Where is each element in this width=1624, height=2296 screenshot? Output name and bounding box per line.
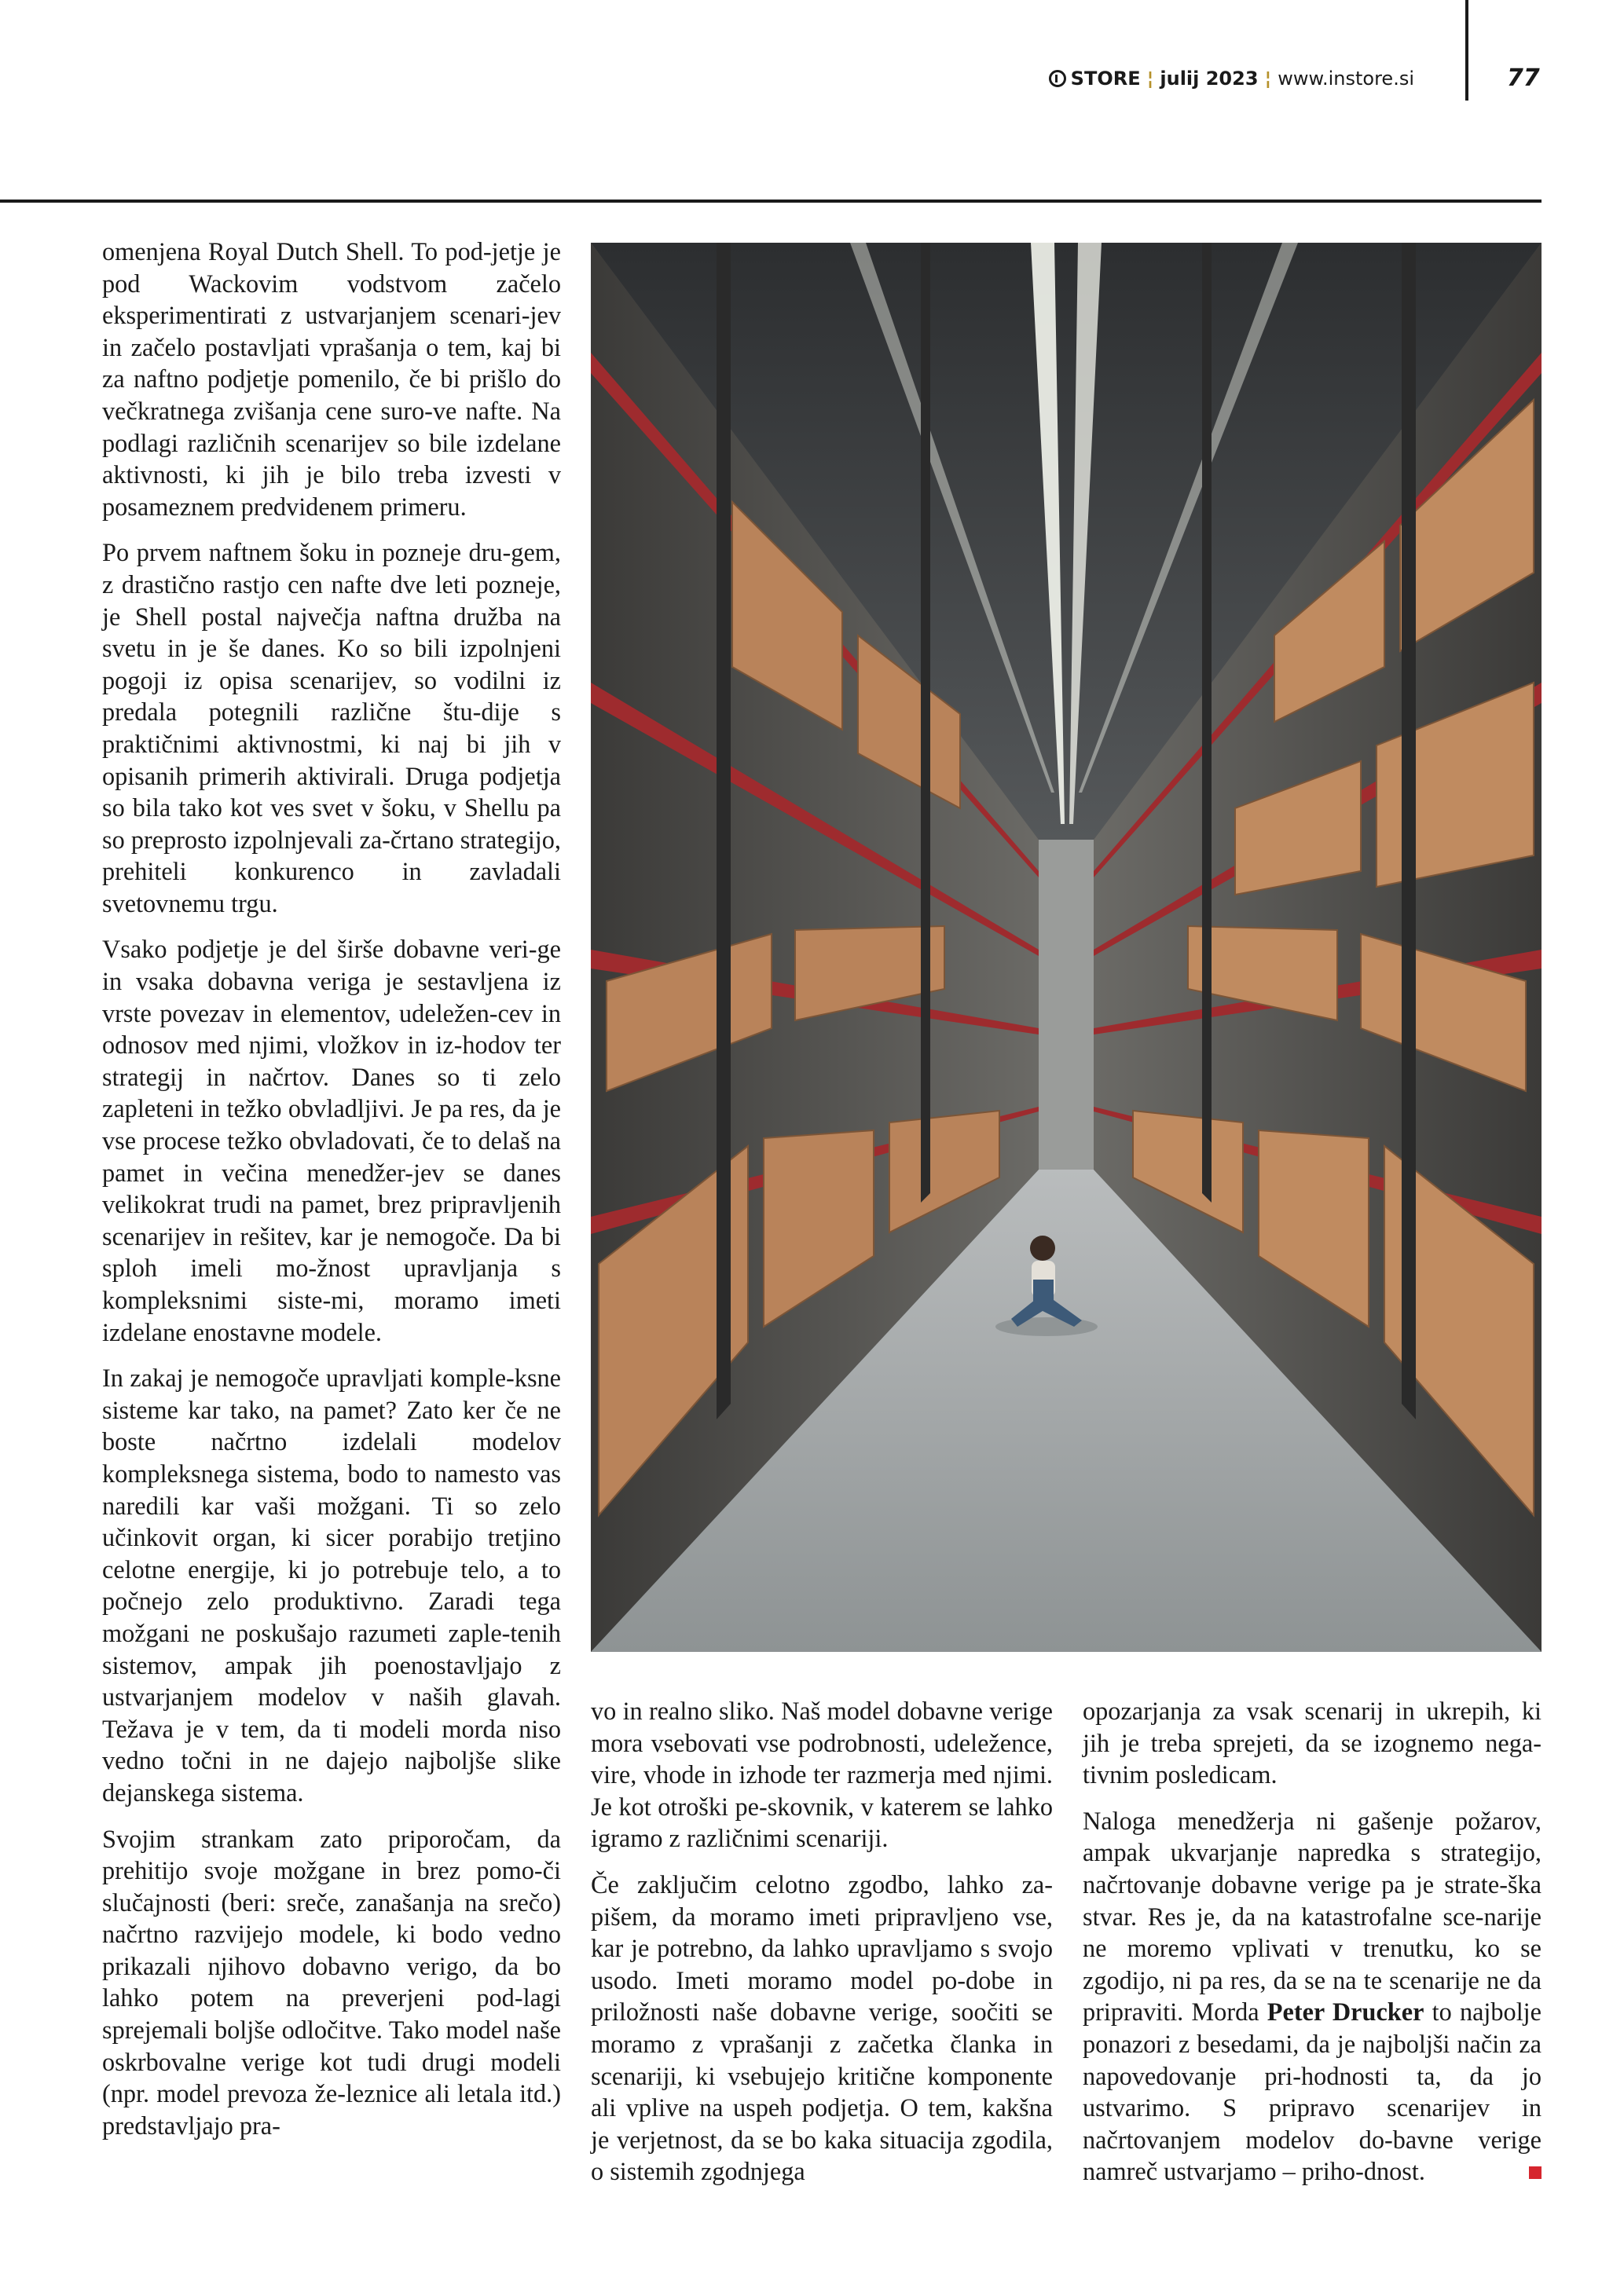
paragraph: Če zaključim celotno zgodbo, lahko za-pišem, da moramo imeti pripravljeno vse, kar je potrebno, da lahko upravljamo s svojo usodo. Imeti moramo model po-dobe in priložnosti naše dobavne verige, soočiti se moramo z vprašanji z začetka članka in scenariji, ki vsebujejo kritične komponente ali vplive na uspeh podjetja. O tem, kakšna je verjetnost, da se bo kaka situacija zgodila, o sistemih zgodnjega (591, 1869, 1053, 2186)
page-header (1021, 68, 1414, 99)
paragraph: Po prvem naftnem šoku in pozneje dru-gem, z drastično rastjo cen nafte dve leti pozneje, je Shell postal največja naftna družba na svetu in je še danes. Ko so bili izpolnjeni pogoji iz opisa scenarijev, so vodilni iz predala potegnili različne štu-dije s praktičnimi aktivnostmi, ki naj bi jih v opisanih primerih aktivirali. Druga podjetja so bila tako kot ves svet v šoku, v Shellu pa so preprosto izpolnjevali za-črtano strategijo, prehiteli konkurenco in zavladali svetovnemu trgu. (102, 538, 561, 917)
quoted-author-name: Peter Drucker (1267, 1998, 1424, 2027)
paragraph: Svojim strankam zato priporočam, da prehitijo svoje možgane in brez pomo-či slučajnosti (beri: sreče, zanašanja na srečo) načrtno razvijejo modele, ki bodo vedno prikazali njihovo dobavno verigo, da bo lahko potem na preverjeni pod-lagi sprejemali boljše odločitve. Tako model naše oskrbovalne verige kot tudi drugi modeli (npr. model prevoza že-leznice ali letala itd.) predstavljajo pra- (102, 1824, 561, 2140)
page-number: 77 (1507, 64, 1540, 92)
article-column-3 (1083, 1695, 1542, 2202)
paragraph: vo in realno sliko. Naš model dobavne verige mora vsebovati vse podrobnosti, udeležence, vire, vhode in izhode ter razmerja med njimi. Je kot otroški pe-skovnik, v katerem se lahko igramo z različnimi scenariji. (591, 1697, 1053, 1853)
header-horizontal-rule (0, 200, 1542, 203)
paragraph: opozarjanja za vsak scenarij in ukrepih, ki jih je treba sprejeti, da se izognemo nega-tivnim posledicam. (1083, 1697, 1542, 1789)
header-vertical-rule (1465, 0, 1468, 101)
paragraph: omenjena Royal Dutch Shell. To pod-jetje je pod Wackovim vodstvom začelo eksperimentirati z ustvarjanjem scenari-jev in začelo postavljati vprašanja o tem, kaj bi za naftno podjetje pomenilo, če bi prišlo do večkratnega zvišanja cene suro-ve nafte. Na podlagi različnih scenarijev so bile izdelane aktivnosti, ki jih je bilo treba izvesti v posameznem predvidenem primeru. (102, 237, 561, 521)
article-column-1 (102, 236, 561, 2155)
paragraph (1083, 1805, 1542, 2188)
header-separator: ¦ (1146, 68, 1154, 90)
instore-logo-icon (1049, 70, 1066, 87)
paragraph: In zakaj je nemogoče upravljati komple-ksne sisteme kar tako, na pamet? Zato ker če ne boste načrtno izdelali modelov kompleksnega sistema, bodo to namesto vas naredili kar vaši možgani. Ti so zelo učinkovit organ, ki sicer porabijo tretjino celotne energije, ki jo potrebuje telo, a to počnejo zelo produktivno. Zaradi tega možgani ne poskušajo razumeti zaple-tenih sistemov, ampak jih poenostavljajo z ustvarjanjem modelov v naših glavah. Težava je v tem, da ti modeli morda niso vedno točni in ne dajejo najboljše slike dejanskega sistema. (102, 1364, 561, 1807)
paragraph-text: to najbolje ponazori z besedami, da je najboljši način za napovedovanje pri-hodnosti ta, da jo ustvarimo. S pripravo scenarijev in načrtovanjem modelov do-bavne verige namreč ustvarjamo – priho-dnost. (1083, 1998, 1542, 2186)
warehouse-photo-illustration (591, 243, 1542, 1652)
article-end-mark-icon (1529, 2166, 1542, 2179)
paragraph-text: Naloga menedžerja ni gašenje požarov, ampak ukvarjanje napredka s strategijo, načrtovanje dobavne verige pa je strate-ška stvar. Res je, da na katastrofalne sce-narije ne moremo vplivati v trenutku, ko se zgodijo, ni pa res, da se na te scenarije ne da pripraviti. Morda (1083, 1806, 1542, 2027)
article-column-2 (591, 1695, 1053, 2202)
header-brand: STORE (1070, 68, 1141, 90)
paragraph: Vsako podjetje je del širše dobavne veri-ge in vsaka dobavna veriga je sestavljena iz vrste povezav in elementov, udeležen-cev in odnosov med njimi, vložkov in iz-hodov ter strategij in načrtov. Danes so ti zelo zapleteni in težko obvladljivi. Je pa res, da je vse procese težko obvladovati, če to delaš na pamet in večina menedžer-jev se danes velikokrat trudi na pamet, brez pripravljenih scenarijev in rešitev, kar je nemogoče. Da bi sploh imeli mo-žnost upravljanja s kompleksnimi siste-mi, moramo imeti izdelane enostavne modele. (102, 935, 561, 1346)
header-website[interactable]: www.instore.si (1278, 68, 1414, 90)
warehouse-aisle-photo (591, 243, 1542, 1652)
header-separator: ¦ (1264, 68, 1272, 90)
header-issue-date: julij 2023 (1160, 68, 1259, 90)
